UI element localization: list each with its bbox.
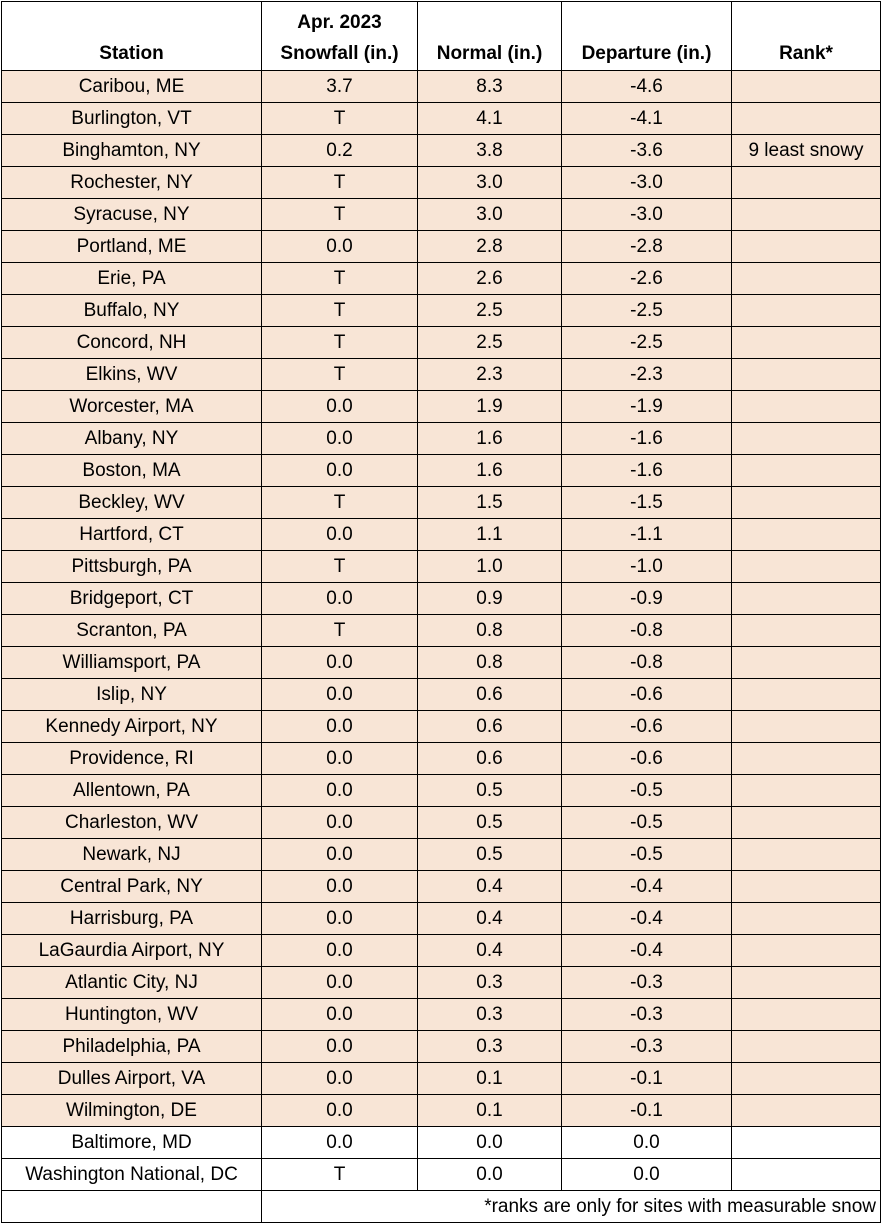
cell-normal: 0.6: [418, 743, 562, 775]
cell-snowfall: 0.0: [262, 647, 418, 679]
cell-normal: 8.3: [418, 71, 562, 103]
cell-snowfall: T: [262, 615, 418, 647]
table-row: [2, 967, 881, 999]
cell-snowfall: 0.2: [262, 135, 418, 167]
cell-station: Pittsburgh, PA: [2, 551, 262, 583]
cell-rank: [732, 1063, 881, 1095]
cell-departure: -0.3: [562, 999, 732, 1031]
cell-snowfall: 0.0: [262, 999, 418, 1031]
cell-rank: [732, 1031, 881, 1063]
footnote-row: [2, 1191, 881, 1223]
cell-departure: -2.8: [562, 231, 732, 263]
table-row: [2, 327, 881, 359]
cell-rank: [732, 263, 881, 295]
cell-station: Syracuse, NY: [2, 199, 262, 231]
cell-departure: -1.6: [562, 423, 732, 455]
cell-normal: 1.5: [418, 487, 562, 519]
cell-normal: 0.6: [418, 711, 562, 743]
cell-departure: -0.1: [562, 1063, 732, 1095]
cell-departure: -0.5: [562, 775, 732, 807]
cell-departure: -0.5: [562, 807, 732, 839]
cell-departure: -0.6: [562, 679, 732, 711]
cell-rank: [732, 615, 881, 647]
table-row: [2, 839, 881, 871]
cell-station: Atlantic City, NJ: [2, 967, 262, 999]
cell-normal: 2.6: [418, 263, 562, 295]
table-row: [2, 199, 881, 231]
table-row: [2, 135, 881, 167]
cell-rank: [732, 583, 881, 615]
cell-station: Erie, PA: [2, 263, 262, 295]
header-rank: Rank*: [732, 2, 881, 71]
table-body: [2, 71, 881, 1191]
cell-snowfall: 0.0: [262, 1063, 418, 1095]
cell-departure: -1.1: [562, 519, 732, 551]
cell-snowfall: T: [262, 487, 418, 519]
cell-rank: [732, 775, 881, 807]
cell-station: Elkins, WV: [2, 359, 262, 391]
cell-normal: 2.5: [418, 327, 562, 359]
cell-normal: 4.1: [418, 103, 562, 135]
cell-departure: -1.5: [562, 487, 732, 519]
cell-snowfall: 0.0: [262, 391, 418, 423]
cell-station: Providence, RI: [2, 743, 262, 775]
cell-station: Rochester, NY: [2, 167, 262, 199]
cell-station: Concord, NH: [2, 327, 262, 359]
cell-rank: [732, 839, 881, 871]
cell-station: Charleston, WV: [2, 807, 262, 839]
cell-normal: 0.0: [418, 1159, 562, 1191]
cell-departure: -3.0: [562, 199, 732, 231]
cell-departure: -1.6: [562, 455, 732, 487]
cell-rank: [732, 231, 881, 263]
cell-normal: 0.1: [418, 1095, 562, 1127]
cell-departure: -2.3: [562, 359, 732, 391]
table-row: [2, 103, 881, 135]
cell-snowfall: 0.0: [262, 1095, 418, 1127]
header-normal: Normal (in.): [418, 2, 562, 71]
cell-normal: 0.3: [418, 967, 562, 999]
cell-snowfall: 0.0: [262, 807, 418, 839]
header-departure: Departure (in.): [562, 2, 732, 71]
cell-snowfall: T: [262, 263, 418, 295]
cell-rank: [732, 391, 881, 423]
cell-departure: -0.5: [562, 839, 732, 871]
cell-normal: 0.5: [418, 839, 562, 871]
cell-snowfall: 0.0: [262, 775, 418, 807]
table-row: [2, 711, 881, 743]
table-row: [2, 391, 881, 423]
cell-station: Hartford, CT: [2, 519, 262, 551]
cell-normal: 2.5: [418, 295, 562, 327]
cell-normal: 0.5: [418, 775, 562, 807]
cell-normal: 0.3: [418, 1031, 562, 1063]
cell-snowfall: 0.0: [262, 423, 418, 455]
footnote-spacer-cell: [2, 1191, 262, 1223]
cell-normal: 0.1: [418, 1063, 562, 1095]
cell-station: Newark, NJ: [2, 839, 262, 871]
cell-normal: 0.4: [418, 871, 562, 903]
cell-departure: -0.3: [562, 967, 732, 999]
table-row: [2, 359, 881, 391]
cell-normal: 1.6: [418, 455, 562, 487]
cell-normal: 3.8: [418, 135, 562, 167]
table-row: [2, 647, 881, 679]
cell-departure: -4.1: [562, 103, 732, 135]
table-row: [2, 807, 881, 839]
cell-departure: -2.5: [562, 327, 732, 359]
cell-snowfall: T: [262, 199, 418, 231]
cell-normal: 2.8: [418, 231, 562, 263]
cell-station: Binghamton, NY: [2, 135, 262, 167]
cell-snowfall: T: [262, 1159, 418, 1191]
cell-snowfall: T: [262, 327, 418, 359]
cell-departure: -0.6: [562, 711, 732, 743]
cell-departure: -4.6: [562, 71, 732, 103]
cell-station: Caribou, ME: [2, 71, 262, 103]
cell-rank: [732, 423, 881, 455]
header-station: Station: [2, 2, 262, 71]
cell-departure: -3.0: [562, 167, 732, 199]
table-row: [2, 295, 881, 327]
cell-departure: -0.4: [562, 935, 732, 967]
cell-departure: -0.9: [562, 583, 732, 615]
cell-rank: [732, 487, 881, 519]
cell-snowfall: 0.0: [262, 967, 418, 999]
cell-departure: -0.6: [562, 743, 732, 775]
cell-normal: 0.4: [418, 903, 562, 935]
cell-departure: -0.8: [562, 647, 732, 679]
cell-normal: 2.3: [418, 359, 562, 391]
cell-rank: [732, 103, 881, 135]
cell-station: LaGaurdia Airport, NY: [2, 935, 262, 967]
table-row: [2, 1031, 881, 1063]
cell-snowfall: 0.0: [262, 1031, 418, 1063]
table-row: [2, 775, 881, 807]
cell-snowfall: T: [262, 551, 418, 583]
table-header: [2, 2, 881, 71]
header-snowfall: [262, 2, 418, 71]
cell-rank: [732, 295, 881, 327]
header-snowfall-line2: Snowfall (in.): [280, 43, 399, 64]
cell-snowfall: 0.0: [262, 871, 418, 903]
cell-normal: 1.6: [418, 423, 562, 455]
cell-snowfall: T: [262, 359, 418, 391]
table-row: [2, 583, 881, 615]
cell-snowfall: T: [262, 103, 418, 135]
cell-departure: 0.0: [562, 1127, 732, 1159]
cell-station: Beckley, WV: [2, 487, 262, 519]
cell-station: Huntington, WV: [2, 999, 262, 1031]
cell-departure: -0.4: [562, 871, 732, 903]
cell-rank: [732, 455, 881, 487]
table-row: [2, 71, 881, 103]
table-row: [2, 903, 881, 935]
cell-rank: [732, 519, 881, 551]
table-row: [2, 1127, 881, 1159]
cell-station: Bridgeport, CT: [2, 583, 262, 615]
cell-station: Allentown, PA: [2, 775, 262, 807]
table-row: [2, 167, 881, 199]
table-row: [2, 423, 881, 455]
table-row: [2, 615, 881, 647]
cell-normal: 1.1: [418, 519, 562, 551]
table-row: [2, 519, 881, 551]
footnote-text: *ranks are only for sites with measurable snow: [262, 1191, 881, 1223]
cell-snowfall: 0.0: [262, 935, 418, 967]
cell-departure: -0.8: [562, 615, 732, 647]
cell-normal: 1.0: [418, 551, 562, 583]
cell-station: Central Park, NY: [2, 871, 262, 903]
cell-normal: 0.8: [418, 615, 562, 647]
table-row: [2, 263, 881, 295]
table-row: [2, 455, 881, 487]
cell-snowfall: T: [262, 167, 418, 199]
table-row: [2, 999, 881, 1031]
cell-rank: [732, 903, 881, 935]
cell-rank: [732, 871, 881, 903]
cell-station: Harrisburg, PA: [2, 903, 262, 935]
cell-snowfall: 3.7: [262, 71, 418, 103]
cell-station: Albany, NY: [2, 423, 262, 455]
cell-station: Buffalo, NY: [2, 295, 262, 327]
cell-station: Baltimore, MD: [2, 1127, 262, 1159]
cell-rank: [732, 327, 881, 359]
cell-station: Washington National, DC: [2, 1159, 262, 1191]
cell-station: Burlington, VT: [2, 103, 262, 135]
cell-station: Dulles Airport, VA: [2, 1063, 262, 1095]
table-row: [2, 1159, 881, 1191]
cell-departure: -3.6: [562, 135, 732, 167]
cell-station: Boston, MA: [2, 455, 262, 487]
cell-station: Kennedy Airport, NY: [2, 711, 262, 743]
cell-rank: [732, 999, 881, 1031]
cell-normal: 0.8: [418, 647, 562, 679]
cell-normal: 0.6: [418, 679, 562, 711]
cell-snowfall: T: [262, 295, 418, 327]
cell-departure: -1.0: [562, 551, 732, 583]
table-row: [2, 679, 881, 711]
cell-rank: [732, 967, 881, 999]
cell-station: Wilmington, DE: [2, 1095, 262, 1127]
table-row: [2, 551, 881, 583]
cell-rank: 9 least snowy: [732, 135, 881, 167]
cell-departure: -1.9: [562, 391, 732, 423]
cell-station: Islip, NY: [2, 679, 262, 711]
table-row: [2, 487, 881, 519]
cell-normal: 0.5: [418, 807, 562, 839]
cell-snowfall: 0.0: [262, 743, 418, 775]
header-snowfall-line1: Apr. 2023: [297, 12, 382, 33]
table-row: [2, 743, 881, 775]
cell-departure: -2.6: [562, 263, 732, 295]
cell-rank: [732, 679, 881, 711]
cell-rank: [732, 935, 881, 967]
cell-snowfall: 0.0: [262, 231, 418, 263]
snowfall-table: [1, 1, 881, 1223]
cell-normal: 0.3: [418, 999, 562, 1031]
cell-departure: -2.5: [562, 295, 732, 327]
cell-station: Philadelphia, PA: [2, 1031, 262, 1063]
cell-rank: [732, 551, 881, 583]
cell-rank: [732, 1159, 881, 1191]
cell-normal: 0.4: [418, 935, 562, 967]
table-row: [2, 935, 881, 967]
cell-rank: [732, 807, 881, 839]
cell-rank: [732, 71, 881, 103]
cell-snowfall: 0.0: [262, 903, 418, 935]
cell-normal: 0.0: [418, 1127, 562, 1159]
cell-normal: 1.9: [418, 391, 562, 423]
header-row: [2, 2, 881, 71]
table-row: [2, 231, 881, 263]
table-row: [2, 1095, 881, 1127]
cell-rank: [732, 199, 881, 231]
cell-rank: [732, 647, 881, 679]
cell-departure: -0.3: [562, 1031, 732, 1063]
cell-snowfall: 0.0: [262, 711, 418, 743]
cell-rank: [732, 359, 881, 391]
cell-departure: -0.4: [562, 903, 732, 935]
cell-rank: [732, 1127, 881, 1159]
cell-normal: 0.9: [418, 583, 562, 615]
cell-normal: 3.0: [418, 167, 562, 199]
cell-station: Worcester, MA: [2, 391, 262, 423]
cell-normal: 3.0: [418, 199, 562, 231]
cell-rank: [732, 743, 881, 775]
cell-snowfall: 0.0: [262, 679, 418, 711]
cell-departure: -0.1: [562, 1095, 732, 1127]
table-row: [2, 1063, 881, 1095]
cell-station: Scranton, PA: [2, 615, 262, 647]
table-footer: [2, 1191, 881, 1223]
cell-snowfall: 0.0: [262, 1127, 418, 1159]
cell-station: Williamsport, PA: [2, 647, 262, 679]
cell-snowfall: 0.0: [262, 519, 418, 551]
cell-snowfall: 0.0: [262, 455, 418, 487]
cell-snowfall: 0.0: [262, 839, 418, 871]
cell-departure: 0.0: [562, 1159, 732, 1191]
cell-snowfall: 0.0: [262, 583, 418, 615]
cell-rank: [732, 1095, 881, 1127]
table-row: [2, 871, 881, 903]
cell-rank: [732, 711, 881, 743]
cell-rank: [732, 167, 881, 199]
cell-station: Portland, ME: [2, 231, 262, 263]
